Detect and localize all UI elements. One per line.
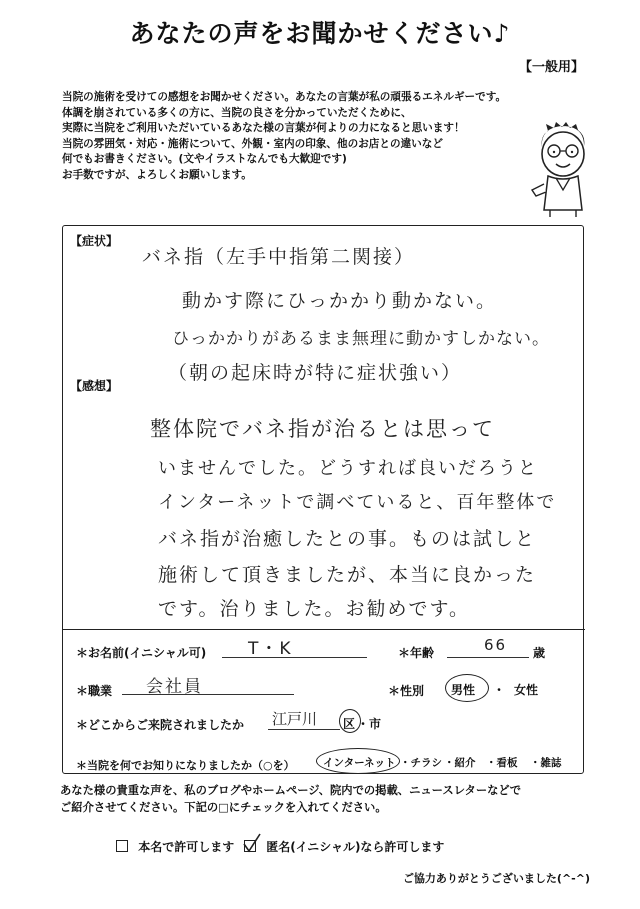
impressions-line: です。治りました。お勧めです。 — [158, 598, 470, 620]
symptoms-line: （朝の起床時が特に症状強い） — [168, 362, 463, 384]
impressions-line: インターネットで調べていると、百年整体で — [158, 492, 557, 513]
source-option-magazine[interactable]: ・雑誌 — [530, 757, 562, 769]
city-option[interactable]: ・市 — [357, 717, 382, 731]
symptoms-line: 動かす際にひっかかり動かない。 — [182, 290, 498, 312]
source-option-referral[interactable]: ・紹介 — [444, 757, 476, 769]
age-value[interactable]: 66 — [484, 636, 508, 654]
gender-female-option[interactable]: 女性 — [514, 683, 539, 697]
intro-text — [62, 90, 532, 184]
intro-line: 体調を崩されている多くの方に、当院の良さを分かっていただくために、 — [62, 106, 412, 119]
job-value[interactable]: 会社員 — [146, 677, 203, 697]
job-label: ＊職業 — [76, 684, 113, 698]
age-unit: 歳 — [533, 646, 546, 660]
intro-line: お手数ですが、よろしくお願いします。 — [62, 168, 252, 181]
from-value[interactable]: 江戸川 — [272, 710, 318, 728]
mascot-illustration — [528, 118, 598, 218]
intro-line: 当院の雰囲気・対応・施術について、外観・室内の印象、他のお店との違いなど — [62, 137, 443, 150]
real-name-checkbox[interactable] — [116, 840, 128, 852]
form-type-badge: 【一般用】 — [518, 60, 584, 75]
name-value[interactable]: T・K — [248, 639, 293, 659]
intro-line: 実際に当院をご利用いただいているあなた様の言葉が何よりの力になると思います！ — [62, 122, 465, 135]
intro-line: 当院の施術を受けての感想をお聞かせください。あなたの言葉が私の頑張るエネルギーです。 — [62, 91, 507, 103]
anonymous-checkbox[interactable] — [244, 840, 256, 852]
impressions-line: 施術して頂きましたが、本当に良かった — [158, 564, 537, 586]
thanks-message: ご協力ありがとうございました(^-^) — [402, 872, 590, 885]
note-line: ご紹介させてください。下記の□にチェックを入れてください。 — [60, 801, 387, 814]
symptoms-line: バネ指（左手中指第二関接） — [142, 246, 416, 268]
consent-anonymous[interactable] — [244, 838, 444, 855]
consent-real-name[interactable] — [116, 838, 234, 855]
gender-separator: ・ — [493, 683, 506, 697]
source-option-flyer[interactable]: ・チラシ — [400, 757, 442, 769]
from-label: ＊どこからご来院されましたか — [76, 718, 245, 732]
impressions-line: いませんでした。どうすれば良いだろうと — [158, 458, 538, 479]
intro-line: 何でもお書きください。(文やイラストなんでも大歓迎です) — [62, 153, 347, 166]
source-option-internet[interactable]: インターネット — [323, 757, 396, 769]
age-underline — [447, 657, 529, 658]
impressions-label: 【感想】 — [70, 379, 119, 393]
from-underline — [268, 729, 340, 730]
gender-label: ＊性別 — [388, 684, 425, 698]
source-label: ＊当院を何でお知りになりましたか（○を） — [76, 759, 295, 772]
frame-divider — [62, 629, 585, 630]
checkmark-icon — [243, 833, 261, 853]
page-title: あなたの声をお聞かせください♪ — [129, 19, 511, 48]
note-line: あなた様の貴重な声を、私のブログやホームページ、院内での掲載、ニュースレターなどで — [60, 784, 522, 797]
publication-note — [60, 782, 600, 816]
symptoms-line: ひっかかりがあるまま無理に動かすしかない。 — [172, 329, 550, 349]
name-label: ＊お名前(イニシャル可) — [76, 646, 207, 660]
anonymous-label: 匿名(イニシャル)なら許可します — [266, 840, 445, 854]
name-underline — [222, 657, 367, 658]
gender-male-option[interactable]: 男性 — [451, 683, 476, 697]
symptoms-label: 【症状】 — [70, 234, 119, 248]
ward-option[interactable]: 区 — [343, 717, 356, 731]
impressions-line: バネ指が治癒したとの事。ものは試しと — [158, 528, 537, 550]
source-option-signboard[interactable]: ・看板 — [486, 757, 518, 769]
age-label: ＊年齢 — [398, 646, 435, 660]
impressions-line: 整体院でバネ指が治るとは思って — [150, 417, 495, 441]
real-name-label: 本名で許可します — [138, 840, 235, 854]
